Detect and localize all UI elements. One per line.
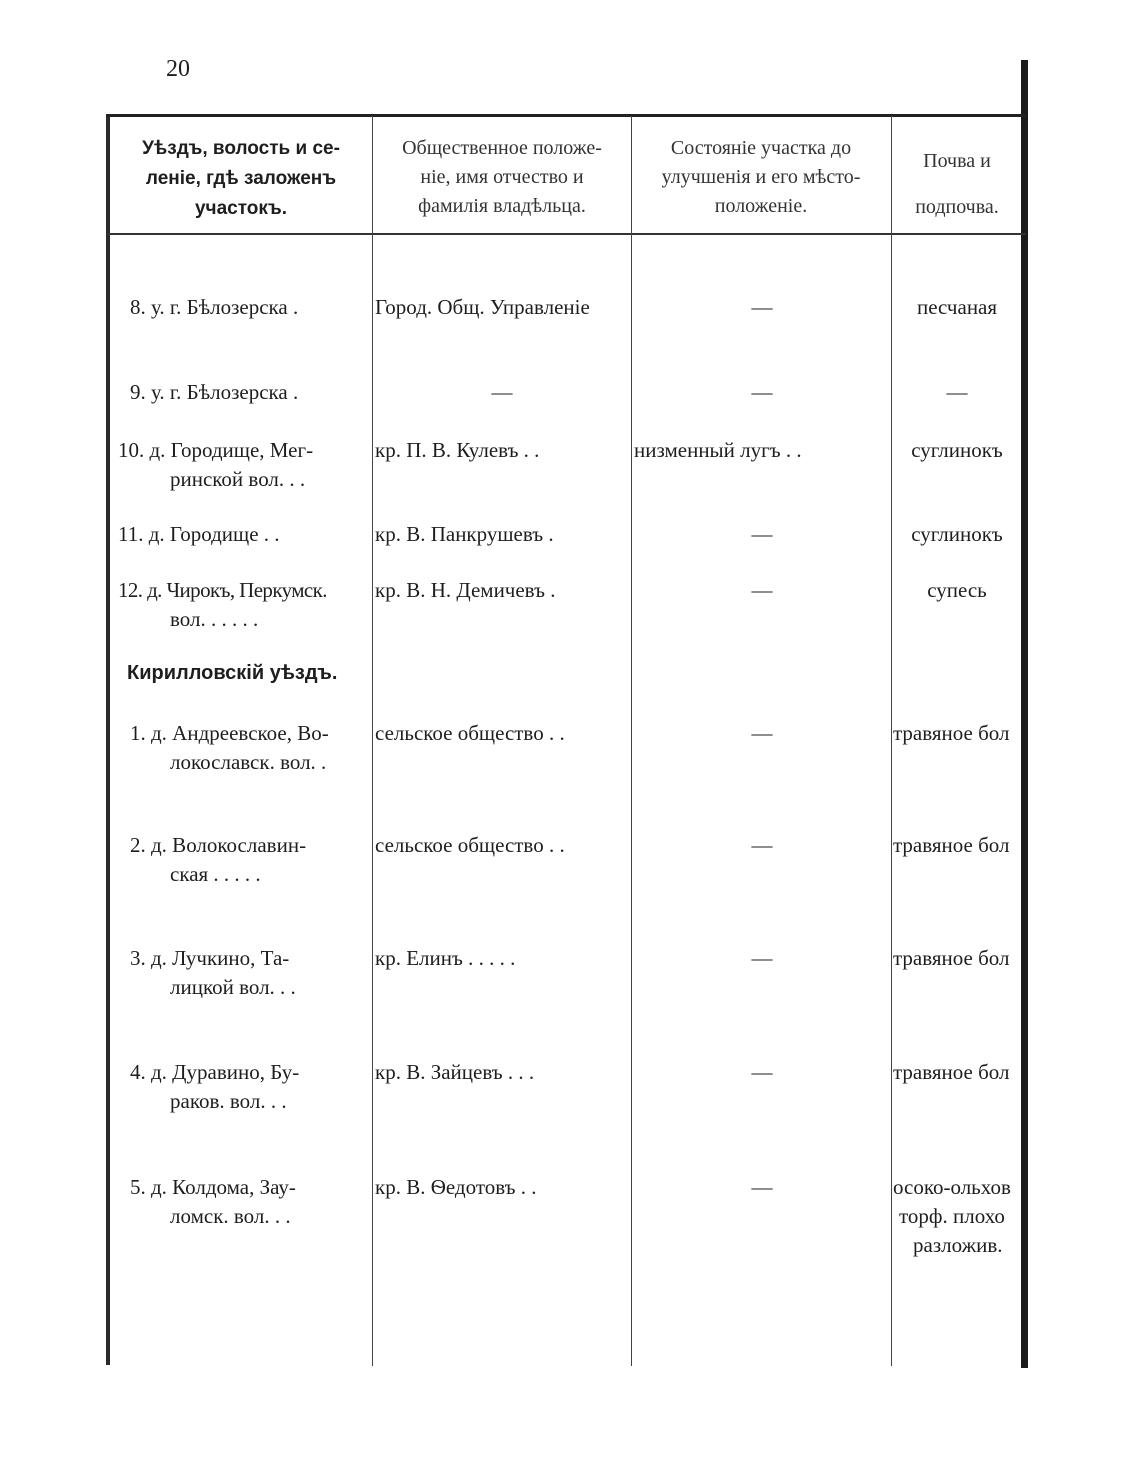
column-divider-2 — [631, 116, 632, 1366]
row-soil — [893, 436, 1021, 465]
row-state: — — [751, 833, 773, 857]
row-soil-line: травяное бол — [893, 833, 1010, 857]
row-owner: кр. В. Н. Демичевъ . — [375, 578, 556, 602]
row-soil-line: травяное бол — [893, 721, 1010, 745]
row-place — [118, 719, 368, 777]
row-place-line: лицкой вол. . . — [170, 975, 296, 999]
row-place-line: 5. д. Колдома, Зау- — [130, 1175, 296, 1199]
header-col-soil-line: подпочва. — [915, 196, 999, 218]
row-soil — [893, 944, 1021, 973]
row-soil-line: торф. плохо — [899, 1204, 1005, 1228]
row-place-line: 3. д. Лучкино, Та- — [130, 946, 290, 970]
table-header-rule — [106, 233, 1026, 235]
row-place-line: 2. д. Волокославин- — [130, 833, 307, 857]
row-state: — — [751, 380, 773, 404]
header-col-location-line: Уѣздъ, волость и се- — [142, 138, 340, 159]
row-place-line: 4. д. Дуравино, Бу- — [130, 1060, 300, 1084]
row-place-line: вол. . . . . . — [170, 607, 259, 631]
row-state: — — [751, 295, 773, 319]
row-place-line: локославск. вол. . — [170, 750, 327, 774]
row-state: — — [751, 1060, 773, 1084]
row-place-line: раков. вол. . . — [170, 1089, 287, 1113]
header-col-state-line: улучшенія и его мѣсто- — [661, 166, 861, 188]
row-owner: — — [491, 380, 513, 404]
row-soil-line: — — [946, 380, 968, 404]
row-state: — — [751, 522, 773, 546]
row-soil-line: песчаная — [916, 295, 998, 319]
row-soil-line: разложив. — [913, 1233, 1003, 1257]
table-left-border — [106, 115, 110, 1365]
row-place-line: ринской вол. . . — [170, 467, 306, 491]
row-soil-line: осоко-ольхов — [893, 1175, 1011, 1199]
row-soil — [893, 1058, 1021, 1087]
row-soil — [893, 520, 1021, 549]
row-soil — [893, 1173, 1021, 1260]
row-state: — — [751, 578, 773, 602]
row-soil-line: супесь — [927, 578, 987, 602]
row-owner: кр. В. Зайцевъ . . . — [375, 1060, 535, 1084]
row-place — [118, 1173, 368, 1231]
header-col-owner-line: ніе, имя отчество и — [420, 166, 584, 188]
header-col-location-line: участокъ. — [194, 198, 288, 219]
header-col-state — [632, 134, 890, 221]
row-place — [118, 520, 368, 549]
header-col-location — [112, 134, 370, 224]
row-soil-line: суглинокъ — [911, 438, 1003, 462]
page-number: 20 — [166, 56, 190, 82]
table-top-rule — [106, 114, 1026, 117]
row-place — [118, 378, 368, 407]
row-soil-line: травяное бол — [893, 946, 1010, 970]
row-owner: сельское общество . . — [375, 833, 565, 857]
header-col-owner-line: Общественное положе- — [402, 137, 602, 159]
row-soil — [893, 576, 1021, 605]
row-place-line: 8. у. г. Бѣлозерска . — [130, 295, 299, 319]
row-owner: кр. В. Ѳедотовъ . . — [375, 1175, 537, 1199]
row-place — [118, 436, 368, 494]
row-place-line: 1. д. Андреевское, Во- — [130, 721, 329, 745]
row-place — [118, 1058, 368, 1116]
row-owner: сельское общество . . — [375, 721, 565, 745]
row-state: низменный лугъ . . — [634, 438, 802, 462]
header-col-owner — [374, 134, 630, 221]
row-place — [118, 293, 368, 322]
header-col-location-line: леніе, гдѣ заложенъ — [145, 168, 337, 189]
row-place — [118, 831, 368, 889]
row-place-line: ломск. вол. . . — [170, 1204, 291, 1228]
row-place-line: 9. у. г. Бѣлозерска . — [130, 380, 299, 404]
row-state: — — [751, 721, 773, 745]
header-col-soil-line: Почва и — [923, 150, 991, 172]
row-soil — [893, 831, 1021, 860]
table-right-border — [1021, 60, 1028, 1368]
section-heading: Кирилловскій уѣздъ. — [127, 662, 338, 684]
row-soil-line: суглинокъ — [911, 522, 1003, 546]
column-divider-1 — [372, 116, 373, 1366]
row-soil — [893, 293, 1021, 322]
row-state: — — [751, 946, 773, 970]
header-col-state-line: положеніе. — [714, 195, 808, 217]
row-place-line: 10. д. Городище, Мег- — [118, 438, 314, 462]
row-owner: кр. В. Панкрушевъ . — [375, 522, 554, 546]
row-soil — [893, 719, 1021, 748]
row-place-line: 12. д. Чирокъ, Перкумск. — [118, 578, 327, 602]
column-divider-3 — [891, 116, 892, 1366]
row-place — [118, 576, 368, 634]
row-soil-line: травяное бол — [893, 1060, 1010, 1084]
row-owner: кр. Елинъ . . . . . — [375, 946, 516, 970]
row-place-line: 11. д. Городище . . — [118, 522, 280, 546]
row-soil — [893, 378, 1021, 407]
header-col-owner-line: фамилія владѣльца. — [418, 195, 586, 217]
header-col-soil — [892, 138, 1022, 230]
row-owner: Город. Общ. Управленіе — [375, 295, 590, 319]
row-state: — — [751, 1175, 773, 1199]
row-place — [118, 944, 368, 1002]
row-place-line: ская . . . . . — [170, 862, 261, 886]
row-owner: кр. П. В. Кулевъ . . — [375, 438, 540, 462]
header-col-state-line: Состояніе участка до — [670, 137, 852, 159]
